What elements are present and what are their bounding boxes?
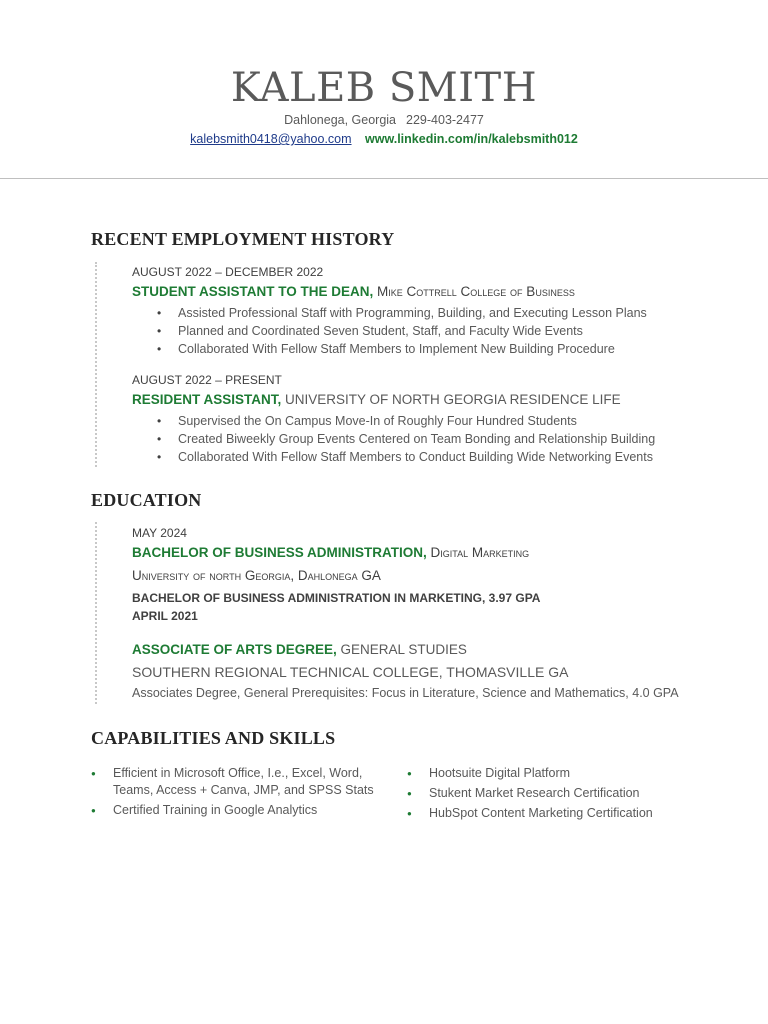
job-bullets [132, 412, 732, 466]
list-item: • Collaborated With Fellow Staff Members to Implement New Building Procedure [178, 340, 732, 358]
education-entry-1 [132, 525, 732, 625]
job-entry-2 [132, 372, 732, 466]
degree-line [132, 543, 732, 563]
linkedin-link[interactable]: www.linkedin.com/in/kalebsmith012 [365, 132, 578, 146]
job-date: AUGUST 2022 – PRESENT [132, 373, 282, 387]
list-item: • Supervised the On Campus Move-In of Roughly Four Hundred Students [178, 412, 732, 430]
school-name: University of north Georgia, Dahlonega GA [132, 568, 381, 583]
degree-date: MAY 2024 [132, 526, 187, 540]
list-item: ● Certified Training in Google Analytics [91, 802, 381, 819]
degree-line [132, 640, 732, 660]
school-name: SOUTHERN REGIONAL TECHNICAL COLLEGE, THOMASVILLE GA [132, 664, 569, 680]
job-org: UNIVERSITY OF NORTH GEORGIA RESIDENCE LIFE [285, 392, 621, 407]
degree-date-2: APRIL 2021 [132, 609, 198, 623]
list-item: ● Stukent Market Research Certification [407, 785, 707, 802]
list-item: • Planned and Coordinated Seven Student, Staff, and Faculty Wide Events [178, 322, 732, 340]
education-entry-2 [132, 640, 732, 702]
education-section-title: EDUCATION [91, 490, 202, 510]
list-item: • Assisted Professional Staff with Programming, Building, and Executing Lesson Plans [178, 304, 732, 322]
job-entry-1 [132, 264, 732, 358]
job-title-line [132, 282, 732, 302]
list-item: ● HubSpot Content Marketing Certification [407, 805, 707, 822]
phone-text: 229-403-2477 [406, 113, 484, 127]
email-link[interactable]: kalebsmith0418@yahoo.com [190, 132, 352, 146]
job-role: RESIDENT ASSISTANT, [132, 392, 282, 407]
job-bullets [132, 304, 732, 358]
job-date: AUGUST 2022 – DECEMBER 2022 [132, 265, 324, 279]
education-rail [95, 522, 97, 704]
job-title-line [132, 390, 732, 410]
links-line [0, 132, 768, 146]
candidate-name: KALEB SMITH [230, 65, 538, 111]
list-item: ● Efficient in Microsoft Office, I.e., Excel, Word, Teams, Access + Canva, JMP, and SPSS Stats [91, 765, 381, 799]
degree-title: ASSOCIATE OF ARTS DEGREE, [132, 642, 337, 657]
contact-line [0, 113, 768, 127]
employment-rail [95, 262, 97, 467]
list-item: • Created Biweekly Group Events Centered on Team Bonding and Relationship Building [178, 430, 732, 448]
skills-right-column [407, 765, 707, 825]
job-role: STUDENT ASSISTANT TO THE DEAN, [132, 284, 374, 299]
skills-section-title: CAPABILITIES AND SKILLS [91, 728, 336, 748]
resume-header [0, 0, 768, 179]
job-org: Mike Cottrell College of Business [377, 284, 575, 299]
degree-detail: BACHELOR OF BUSINESS ADMINISTRATION IN MARKETING, 3.97 GPA [132, 591, 541, 605]
skills-left-column [91, 765, 381, 822]
degree-field: Digital Marketing [430, 545, 530, 560]
list-item: • Collaborated With Fellow Staff Members to Conduct Building Wide Networking Events [178, 448, 732, 466]
location-text: Dahlonega, Georgia [284, 113, 397, 127]
list-item: ● Hootsuite Digital Platform [407, 765, 707, 782]
employment-section-title: RECENT EMPLOYMENT HISTORY [91, 229, 395, 249]
degree-title: BACHELOR OF BUSINESS ADMINISTRATION, [132, 545, 427, 560]
degree-note: Associates Degree, General Prerequisites: Focus in Literature, Science and Mathematics, 4.0 GPA [132, 686, 679, 700]
degree-field: GENERAL STUDIES [340, 642, 467, 657]
